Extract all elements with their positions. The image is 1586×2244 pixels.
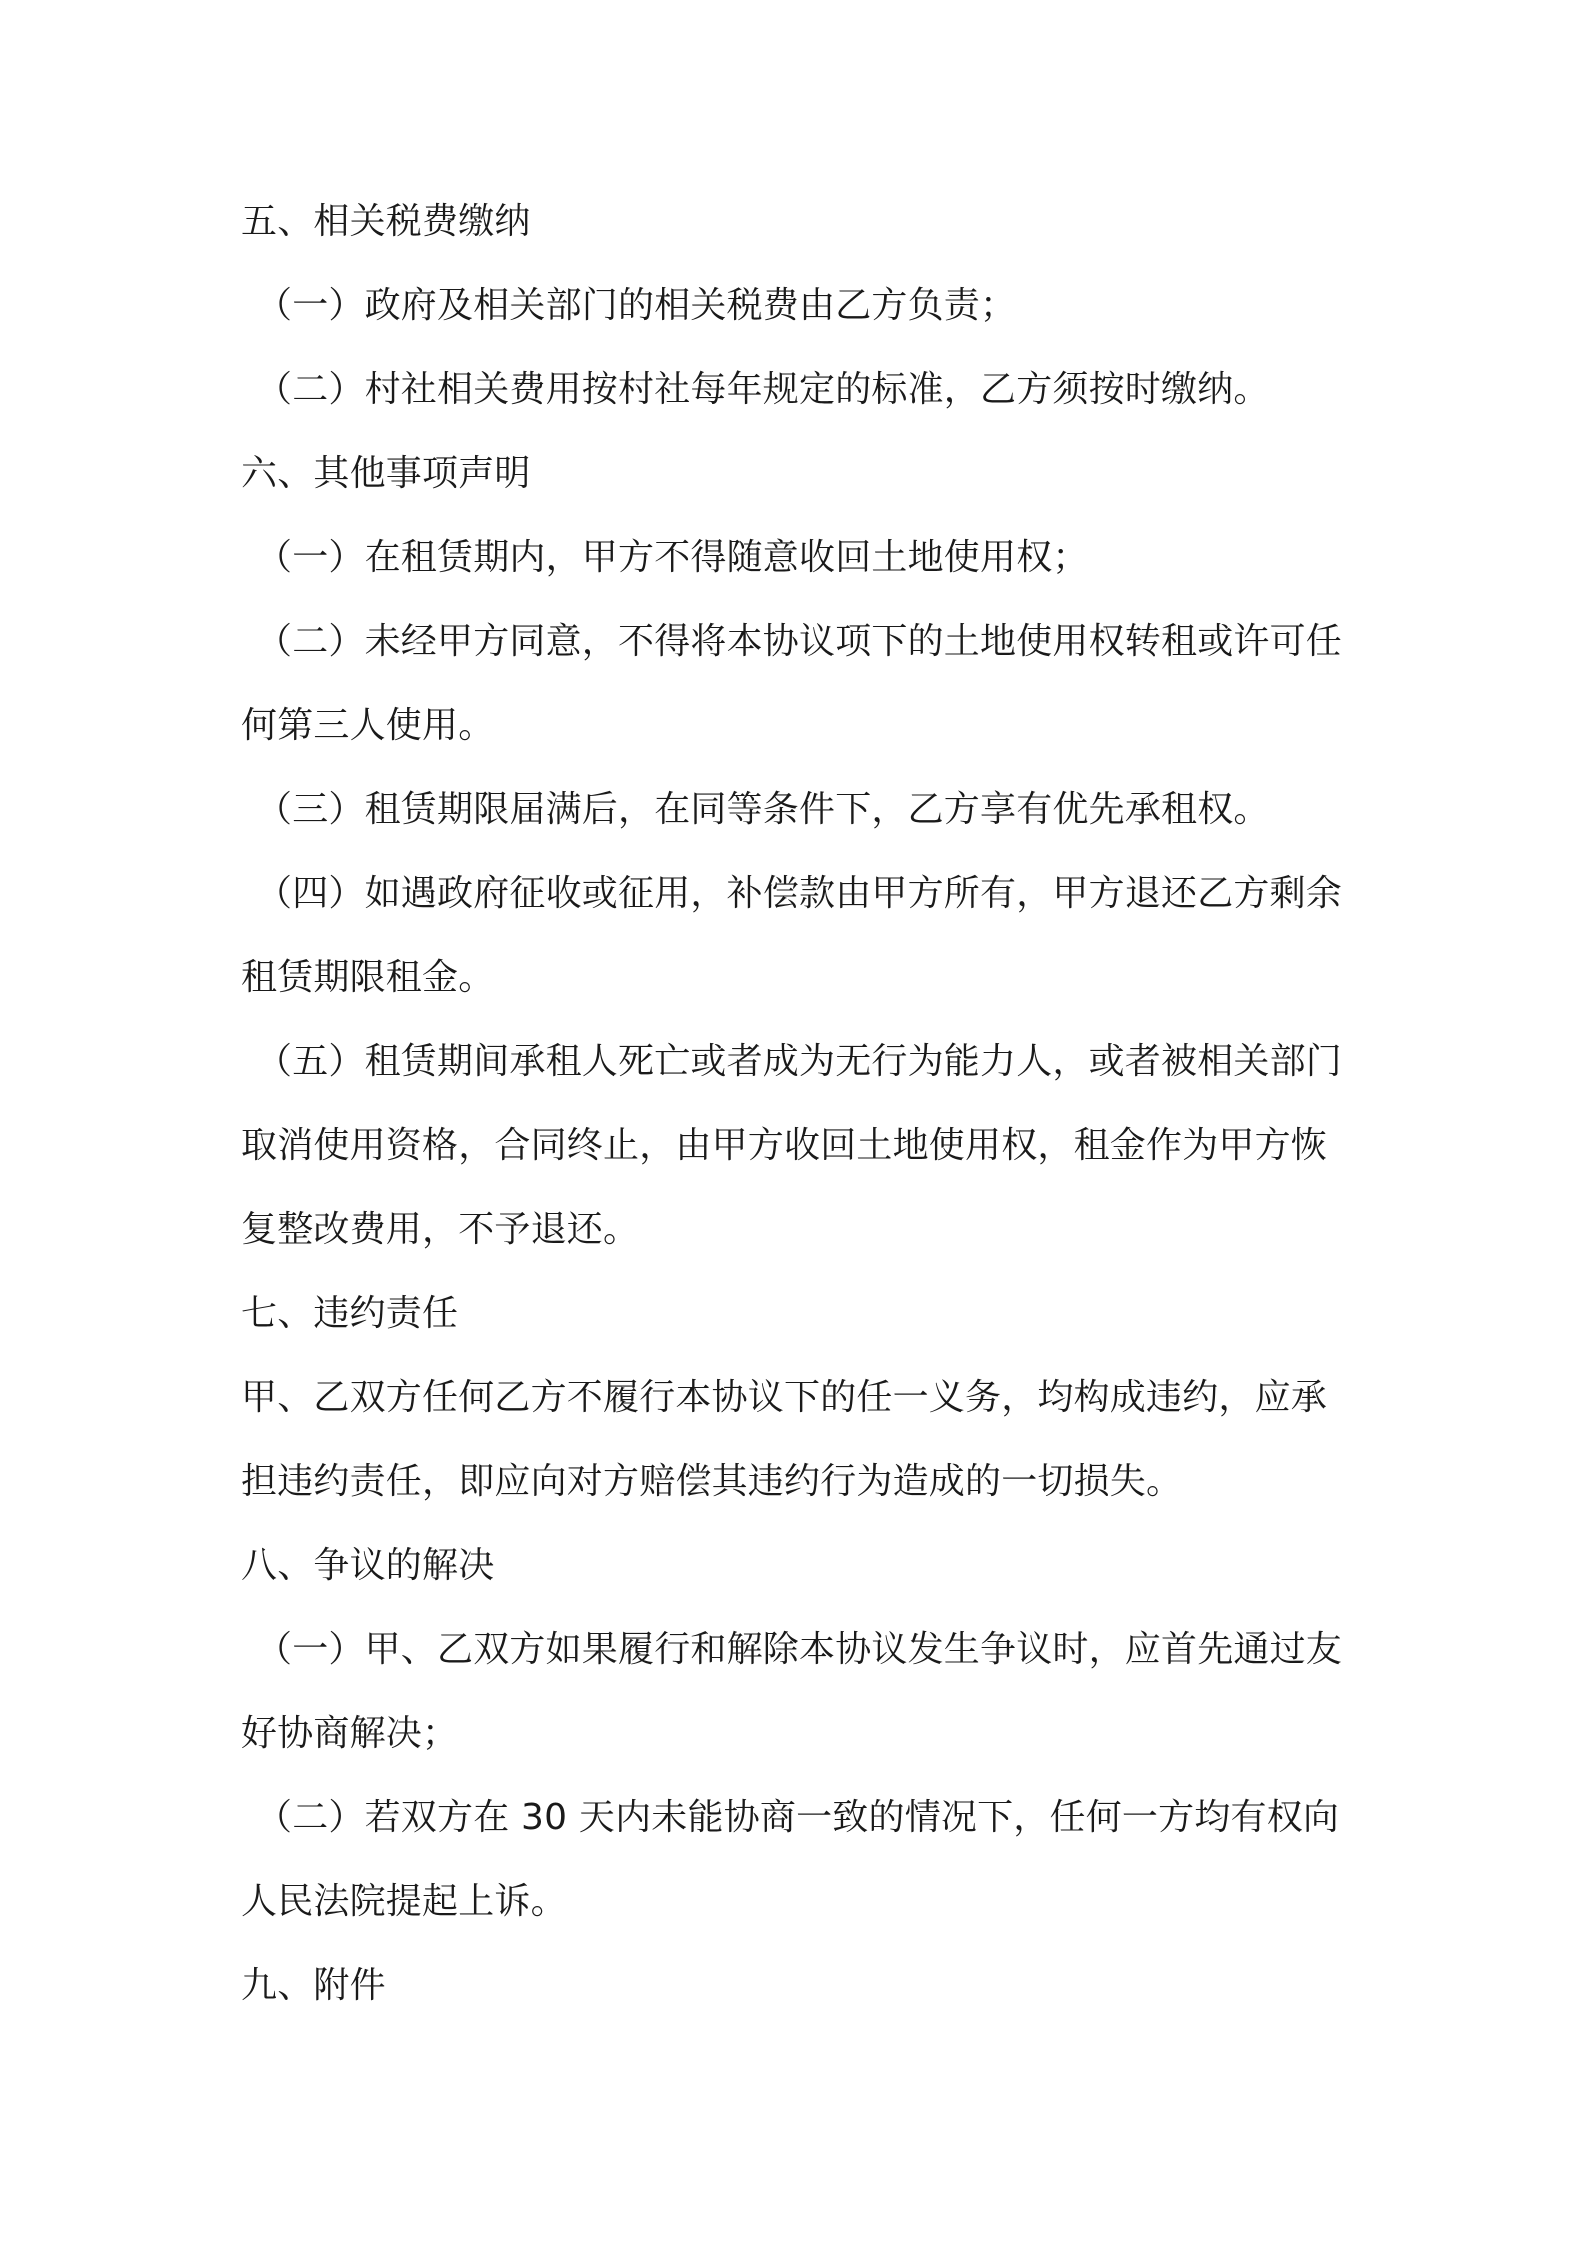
paragraph-line: （一）在租赁期内，甲方不得随意收回土地使用权；	[256, 537, 1089, 578]
heading-attachments: 九、附件	[241, 1965, 386, 2006]
paragraph-line: 甲、乙双方任何乙方不履行本协议下的任一义务，均构成违约，应承	[241, 1377, 1328, 1418]
paragraph-line: 取消使用资格，合同终止，由甲方收回土地使用权，租金作为甲方恢	[241, 1125, 1328, 1166]
paragraph-line: （一）甲、乙双方如果履行和解除本协议发生争议时，应首先通过友	[256, 1629, 1343, 1670]
paragraph-line: （五）租赁期间承租人死亡或者成为无行为能力人，或者被相关部门	[256, 1041, 1343, 1082]
paragraph-line: （二）村社相关费用按村社每年规定的标准，乙方须按时缴纳。	[256, 369, 1270, 410]
paragraph-line: （四）如遇政府征收或征用，补偿款由甲方所有，甲方退还乙方剩余	[256, 873, 1343, 914]
paragraph-line: （三）租赁期限届满后，在同等条件下，乙方享有优先承租权。	[256, 789, 1270, 830]
paragraph-line: 好协商解决；	[241, 1713, 459, 1754]
heading-dispute-resolution: 八、争议的解决	[241, 1545, 495, 1586]
paragraph-line: 何第三人使用。	[241, 705, 495, 746]
heading-breach-liability: 七、违约责任	[241, 1293, 459, 1334]
heading-taxes: 五、相关税费缴纳	[241, 201, 531, 242]
paragraph-line: （二）未经甲方同意，不得将本协议项下的土地使用权转租或许可任	[256, 621, 1343, 662]
paragraph-line: 担违约责任，即应向对方赔偿其违约行为造成的一切损失。	[241, 1461, 1183, 1502]
paragraph-line: 复整改费用，不予退还。	[241, 1209, 640, 1250]
paragraph-line: （二）若双方在 30 天内未能协商一致的情况下，任何一方均有权向	[256, 1797, 1340, 1838]
paragraph-line: （一）政府及相关部门的相关税费由乙方负责；	[256, 285, 1017, 326]
heading-other-matters: 六、其他事项声明	[241, 453, 531, 494]
paragraph-line: 租赁期限租金。	[241, 957, 495, 998]
paragraph-line: 人民法院提起上诉。	[241, 1881, 567, 1922]
